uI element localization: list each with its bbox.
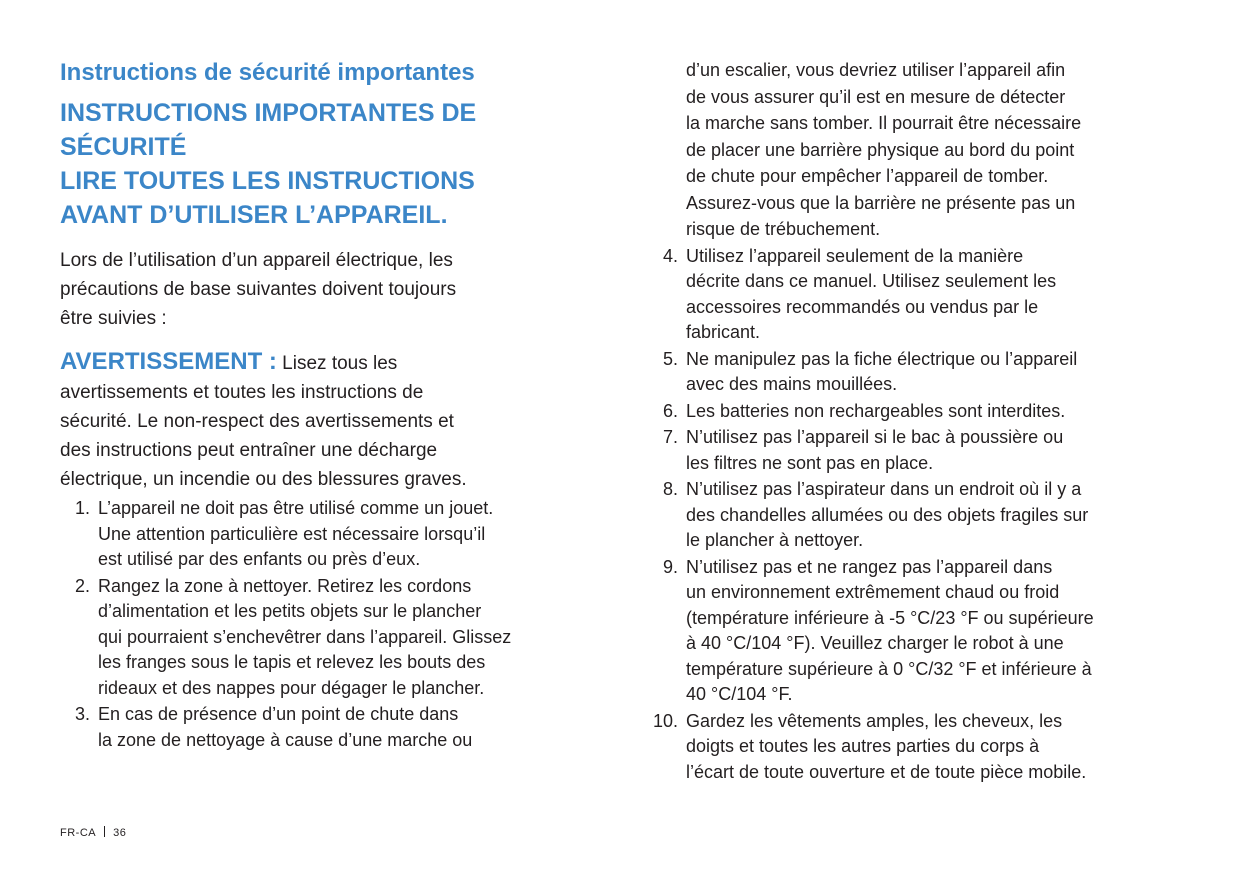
item-line: un environnement extrêmement chaud ou froid (686, 582, 1060, 602)
page-number: 36 (113, 827, 127, 839)
item-line: Ne manipulez pas la fiche électrique ou l’appareil (686, 348, 1078, 369)
item-text (98, 574, 610, 702)
warning-first-line (60, 347, 610, 378)
item-line: fabricant. (686, 322, 761, 342)
right-column (640, 58, 1200, 786)
item-line: le plancher à nettoyer. (686, 530, 864, 550)
item-text (98, 496, 610, 573)
warning-text: Lisez tous les (276, 353, 398, 374)
item-number: 1. (74, 498, 90, 518)
warning-line: avertissements et toutes les instructions de (60, 382, 424, 403)
continuation-line: risque de trébuchement. (686, 219, 881, 239)
item-line: (température inférieure à -5 °C/23 °F ou supérieure (686, 607, 1094, 628)
list-item (60, 574, 610, 702)
item-line: N’utilisez pas et ne rangez pas l’appareil dans (686, 556, 1053, 577)
heading-line: INSTRUCTIONS IMPORTANTES DE (60, 99, 477, 127)
warning-line: des instructions peut entraîner une décharge (60, 440, 438, 461)
item-text (686, 244, 1200, 346)
item-line: Utilisez l’appareil seulement de la manière (686, 245, 1024, 266)
footer-separator (104, 826, 105, 837)
continuation-line: de placer une barrière physique au bord du point (686, 139, 1075, 160)
item-number: 8. (662, 479, 678, 499)
list-item (60, 702, 610, 753)
item-line: qui pourraient s’enchevêtrer dans l’appareil. Glissez (98, 626, 512, 647)
safety-list-left (60, 496, 610, 753)
item-line: l’écart de toute ouverture et de toute pièce mobile. (686, 761, 1087, 782)
list-item (640, 244, 1200, 346)
list-item (60, 496, 610, 573)
continuation-line: la marche sans tomber. Il pourrait être nécessaire (686, 113, 1082, 133)
item-number: 2. (74, 575, 90, 596)
item-3-continuation (640, 58, 1200, 243)
left-column (60, 56, 610, 754)
item-text (686, 425, 1200, 476)
continuation-line: de vous assurer qu’il est en mesure de détecter (686, 86, 1066, 107)
item-line: doigts et toutes les autres parties du corps à (686, 736, 1040, 756)
item-number: 5. (662, 348, 678, 369)
item-line: Gardez les vêtements amples, les cheveux, les (686, 710, 1063, 731)
item-line: N’utilisez pas l’appareil si le bac à poussière ou (686, 427, 1064, 447)
item-text (686, 555, 1200, 708)
item-text (686, 399, 1200, 425)
warning-label: AVERTISSEMENT : (60, 348, 277, 375)
important-instructions-heading (60, 96, 610, 232)
item-number: 10. (652, 710, 678, 731)
item-line: Rangez la zone à nettoyer. Retirez les cordons (98, 575, 472, 596)
item-line: accessoires recommandés ou vendus par le (686, 296, 1039, 317)
heading-line: LIRE TOUTES LES INSTRUCTIONS (60, 167, 475, 195)
warning-line: électrique, un incendie ou des blessures graves. (60, 469, 467, 490)
item-text (686, 347, 1200, 398)
item-line: est utilisé par des enfants ou près d’eux. (98, 549, 421, 569)
intro-line: Lors de l’utilisation d’un appareil électrique, les (60, 250, 453, 271)
item-text (686, 477, 1200, 554)
list-item (640, 555, 1200, 708)
item-line: En cas de présence d’un point de chute dans (98, 704, 459, 724)
item-line: à 40 °C/104 °F). Veuillez charger le robot à une (686, 633, 1064, 653)
continuation-line: de chute pour empêcher l’appareil de tomber. (686, 166, 1049, 186)
item-line: avec des mains mouillées. (686, 374, 898, 394)
item-text (686, 709, 1200, 786)
item-text (98, 702, 610, 753)
list-item (640, 347, 1200, 398)
item-line: les filtres ne sont pas en place. (686, 452, 934, 473)
item-line: L’appareil ne doit pas être utilisé comme un jouet. (98, 498, 494, 518)
item-line: Une attention particulière est nécessaire lorsqu’il (98, 523, 486, 544)
item-line: N’utilisez pas l’aspirateur dans un endroit où il y a (686, 479, 1082, 499)
list-item (640, 425, 1200, 476)
heading-line: SÉCURITÉ (60, 133, 187, 161)
heading-line: AVANT D’UTILISER L’APPAREIL. (60, 201, 448, 229)
safety-list-right (640, 244, 1200, 786)
item-line: d’alimentation et les petits objets sur le plancher (98, 601, 482, 621)
item-number: 4. (662, 245, 678, 266)
item-line: 40 °C/104 °F. (686, 684, 793, 704)
section-title: Instructions de sécurité importantes (60, 59, 475, 86)
item-number: 7. (662, 427, 678, 447)
item-number: 9. (662, 556, 678, 577)
item-number: 3. (74, 704, 90, 724)
page-footer (60, 826, 126, 839)
warning-paragraph (60, 347, 610, 494)
continuation-line: Assurez-vous que la barrière ne présente pas un (686, 192, 1076, 213)
warning-line: sécurité. Le non-respect des avertissements et (60, 411, 454, 432)
item-line: Les batteries non rechargeables sont interdites. (686, 400, 1066, 421)
item-line: rideaux et des nappes pour dégager le plancher. (98, 677, 485, 698)
list-item (640, 399, 1200, 425)
intro-line: être suivies : (60, 308, 167, 329)
footer-locale: FR-CA (60, 827, 97, 839)
intro-paragraph (60, 246, 610, 333)
item-line: température supérieure à 0 °C/32 °F et inférieure à (686, 658, 1092, 679)
item-line: des chandelles allumées ou des objets fragiles sur (686, 504, 1089, 525)
intro-line: précautions de base suivantes doivent toujours (60, 279, 457, 300)
continuation-line: d’un escalier, vous devriez utiliser l’appareil afin (686, 60, 1066, 80)
item-line: les franges sous le tapis et relevez les bouts des (98, 652, 486, 672)
item-number: 6. (662, 400, 678, 421)
item-line: décrite dans ce manuel. Utilisez seulement les (686, 271, 1057, 291)
list-item (640, 477, 1200, 554)
item-line: la zone de nettoyage à cause d’une marche ou (98, 729, 473, 750)
list-item (640, 709, 1200, 786)
